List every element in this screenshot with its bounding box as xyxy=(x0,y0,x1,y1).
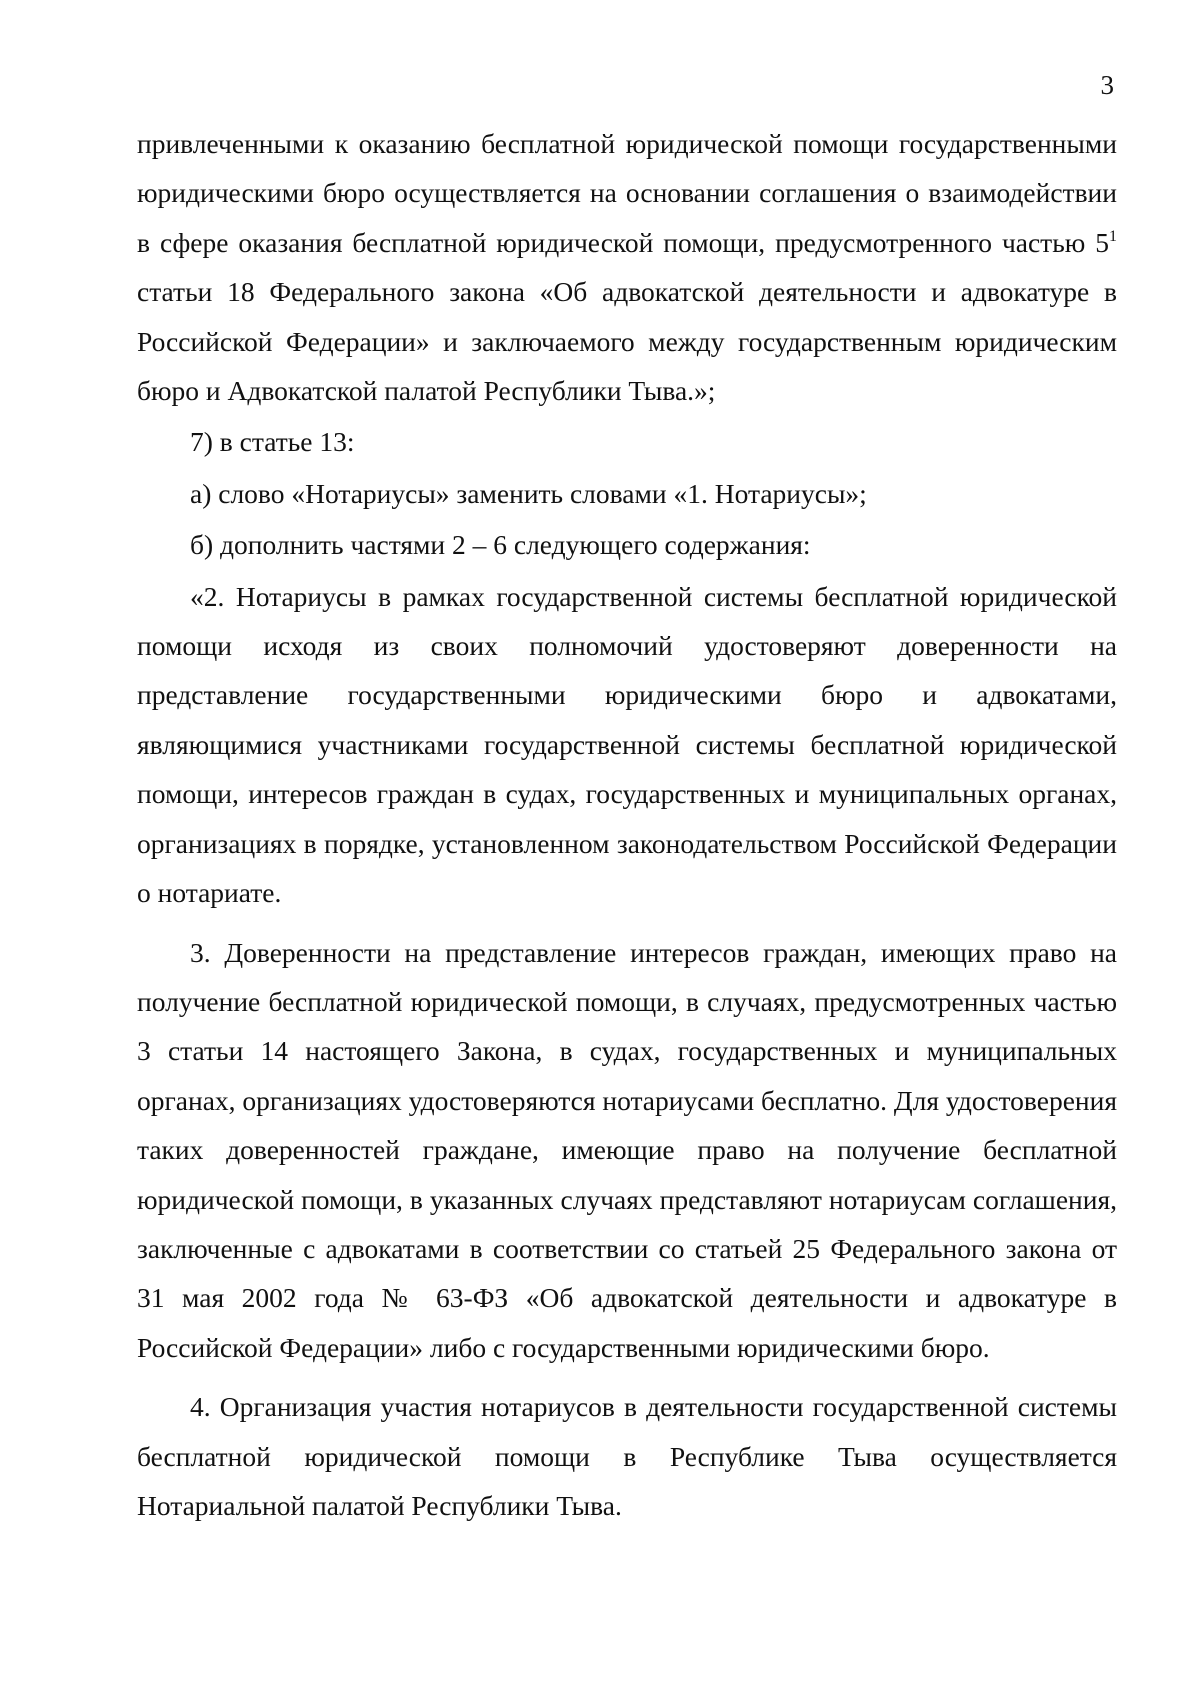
paragraph-text: привлеченными к оказанию бесплатной юридической помощи государственными юридическими бюро осуществляется на основании соглашения о взаимодействии в сфере оказания бесплатной юридической помощи, предусмотренного частью 5 xyxy=(137,128,1117,258)
page-number: 3 xyxy=(1100,70,1114,100)
paragraph-part-2: «2. Нотариусы в рамках государственной системы бесплатной юридической помощи исходя из своих полномочий удостоверяют доверенности на представление государственными юридическими бюро и адвокатами, являющимися участниками государственной системы бесплатной юридической помощи, интересов граждан в судах, государственных и муниципальных органах, организациях в порядке, установленном законодательством Российской Федерации о нотариате. xyxy=(137,580,1117,909)
paragraph-item-7: 7) в статье 13: xyxy=(190,426,355,458)
paragraph-text-tail: статьи 18 Федерального закона «Об адвокатской деятельности и адвокатуре в Российской Федерации» и заключаемого между государственным юридическим бюро и Адвокатской палатой Республики Тыва.»; xyxy=(137,276,1117,407)
document-body xyxy=(137,119,1117,1530)
paragraph-subitem-b: б) дополнить частями 2 – 6 следующего содержания: xyxy=(190,529,811,561)
paragraph-subitem-a: а) слово «Нотариусы» заменить словами «1. Нотариусы»; xyxy=(190,477,867,509)
paragraph-part-3: 3. Доверенности на представление интересов граждан, имеющих право на получение бесплатной юридической помощи, в случаях, предусмотренных частью 3 статьи 14 настоящего Закона, в судах, государственных и муниципальных органах, организациях удостоверяются нотариусами бесплатно. Для удостоверения таких доверенностей граждане, имеющие право на получение бесплатной юридической помощи, в указанных случаях представляют нотариусам соглашения, заключенные с адвокатами в соответствии со статьей 25 Федерального закона от 31 мая 2002 года № 63-ФЗ «Об адвокатской деятельности и адвокатуре в Российской Федерации» либо с государственными юридическими бюро. xyxy=(137,936,1117,1363)
superscript: 1 xyxy=(1109,227,1117,245)
paragraph-part-4: 4. Организация участия нотариусов в деятельности государственной системы бесплатной юридической помощи в Республике Тыва осуществляется Нотариальной палатой Республики Тыва. xyxy=(137,1391,1117,1521)
paragraph-continuation xyxy=(137,119,1117,415)
